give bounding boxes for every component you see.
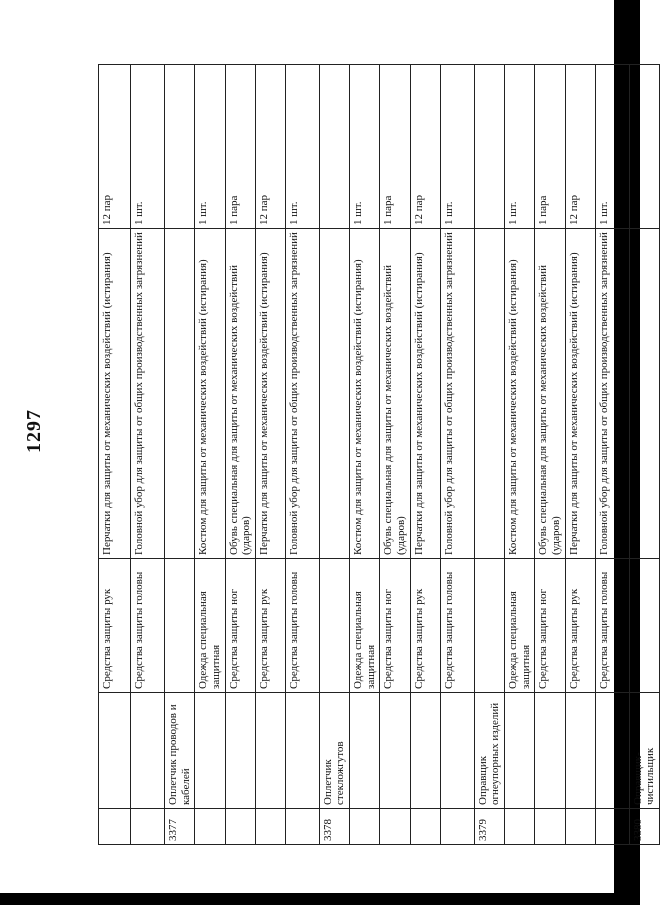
cell-qty: 12 пар [255,65,285,229]
table-body [99,65,660,845]
table-row [255,65,285,845]
cell-qty: 1 шт. [504,65,534,229]
cell-profession [440,693,474,809]
cell-type: Средства защиты ног [380,559,410,693]
ppe-table [98,64,660,845]
cell-qty: 1 шт. [350,65,380,229]
cell-type: Средства защиты ног [535,559,565,693]
cell-num: 3379 [474,809,504,845]
table-row [474,65,504,845]
cell-num [380,809,410,845]
cell-profession [595,693,629,809]
cell-type: Средства защиты головы [285,559,319,693]
cell-profession [195,693,225,809]
cell-type: Средства защиты головы [595,559,629,693]
cell-type [319,559,349,693]
cell-desc: Перчатки для защиты от механических воздействий (истирания) [99,229,131,559]
cell-desc [629,229,659,559]
table-row [535,65,565,845]
cell-profession [99,693,131,809]
cell-desc: Костюм для защиты от механических воздействий (истирания) [350,229,380,559]
cell-profession [350,693,380,809]
cell-type: Средства защиты рук [565,559,595,693]
cell-num: 3380 [629,809,659,845]
cell-desc: Головной убор для защиты от общих производственных загрязнений [131,229,165,559]
cell-profession: Оправщик-чистильщик [629,693,659,809]
cell-profession: Оплетчик стекложгутов [319,693,349,809]
cell-type [474,559,504,693]
cell-profession [131,693,165,809]
cell-type: Одежда специальная защитная [195,559,225,693]
cell-qty [165,65,195,229]
cell-desc: Обувь специальная для защиты от механических воздействий (ударов) [225,229,255,559]
cell-desc [319,229,349,559]
table-row [380,65,410,845]
cell-num [195,809,225,845]
cell-profession [380,693,410,809]
table-row [629,65,659,845]
page-number: 1297 [23,409,45,453]
cell-profession [504,693,534,809]
table-row [165,65,195,845]
cell-desc: Костюм для защиты от механических воздействий (истирания) [504,229,534,559]
cell-type: Средства защиты рук [99,559,131,693]
table-row [131,65,165,845]
cell-qty: 12 пар [565,65,595,229]
cell-desc: Обувь специальная для защиты от механических воздействий (ударов) [380,229,410,559]
cell-qty: 1 шт. [440,65,474,229]
cell-desc: Головной убор для защиты от общих производственных загрязнений [440,229,474,559]
table-row [350,65,380,845]
cell-num [99,809,131,845]
cell-desc: Перчатки для защиты от механических воздействий (истирания) [410,229,440,559]
cell-num [565,809,595,845]
cell-qty: 1 пара [225,65,255,229]
cell-type: Средства защиты рук [255,559,285,693]
cell-qty: 1 шт. [195,65,225,229]
rotated-table-container [98,65,657,845]
table-row [440,65,474,845]
cell-num [131,809,165,845]
cell-type: Средства защиты головы [131,559,165,693]
table-row [319,65,349,845]
cell-num [535,809,565,845]
table-row [565,65,595,845]
cell-desc [165,229,195,559]
cell-qty: 1 шт. [595,65,629,229]
cell-num [350,809,380,845]
table-row [99,65,131,845]
cell-num [595,809,629,845]
cell-profession [285,693,319,809]
cell-num [225,809,255,845]
cell-num [504,809,534,845]
cell-type: Средства защиты головы [440,559,474,693]
cell-desc: Головной убор для защиты от общих производственных загрязнений [595,229,629,559]
cell-type [629,559,659,693]
cell-qty [319,65,349,229]
cell-profession [225,693,255,809]
cell-desc: Головной убор для защиты от общих производственных загрязнений [285,229,319,559]
cell-qty: 1 пара [535,65,565,229]
cell-type: Одежда специальная защитная [350,559,380,693]
cell-num [410,809,440,845]
scan-edge-bottom [0,893,640,905]
cell-type: Средства защиты рук [410,559,440,693]
table-row [410,65,440,845]
cell-profession [255,693,285,809]
cell-desc: Перчатки для защиты от механических воздействий (истирания) [255,229,285,559]
cell-qty: 12 пар [99,65,131,229]
cell-desc: Перчатки для защиты от механических воздействий (истирания) [565,229,595,559]
cell-qty [629,65,659,229]
cell-qty [474,65,504,229]
cell-qty: 1 пара [380,65,410,229]
table-row [195,65,225,845]
cell-num: 3377 [165,809,195,845]
cell-profession [535,693,565,809]
cell-num: 3378 [319,809,349,845]
cell-qty: 12 пар [410,65,440,229]
cell-num [255,809,285,845]
cell-type: Одежда специальная защитная [504,559,534,693]
cell-qty: 1 шт. [285,65,319,229]
cell-profession: Оплетчик проводов и кабелей [165,693,195,809]
cell-profession: Оправщик огнеупорных изделий [474,693,504,809]
cell-desc: Костюм для защиты от механических воздействий (истирания) [195,229,225,559]
cell-desc: Обувь специальная для защиты от механических воздействий (ударов) [535,229,565,559]
cell-num [285,809,319,845]
cell-num [440,809,474,845]
cell-type [165,559,195,693]
cell-type: Средства защиты ног [225,559,255,693]
table-row [285,65,319,845]
cell-profession [565,693,595,809]
cell-desc [474,229,504,559]
table-row [595,65,629,845]
table-row [504,65,534,845]
table-row [225,65,255,845]
cell-profession [410,693,440,809]
cell-qty: 1 шт. [131,65,165,229]
